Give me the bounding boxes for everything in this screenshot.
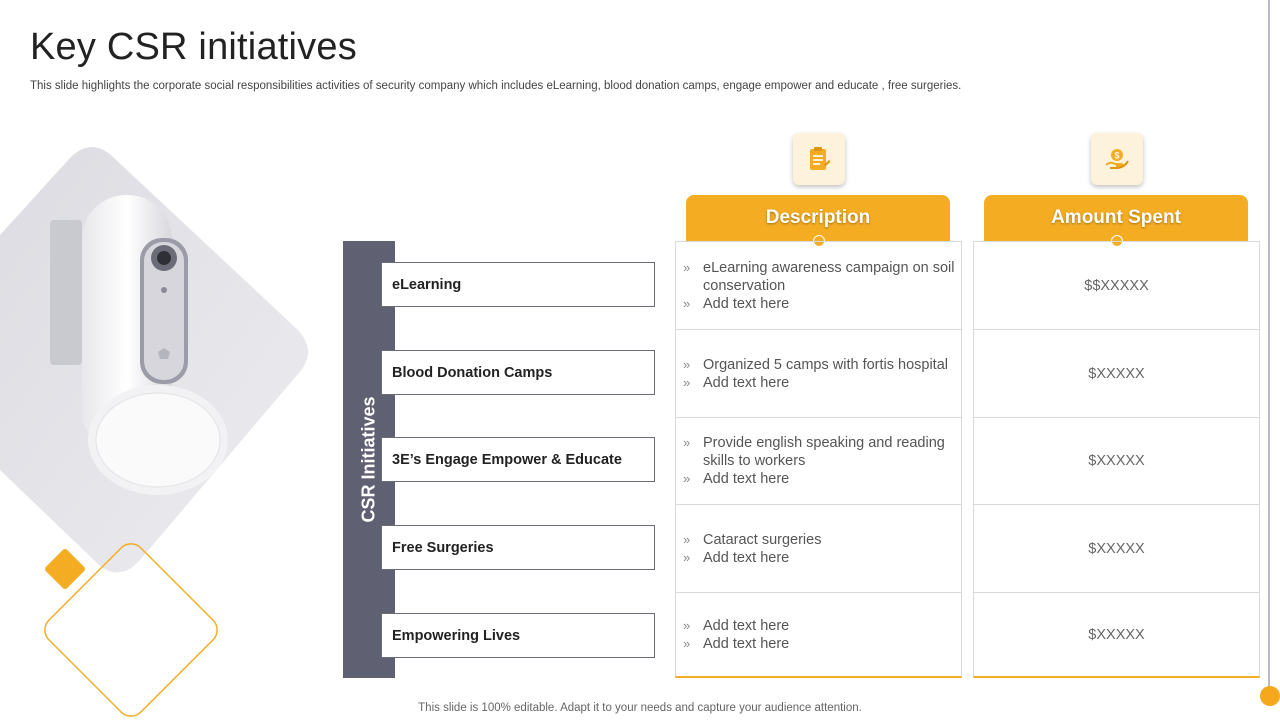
amount-cell: $$XXXXX: [974, 242, 1259, 330]
amount-column: [973, 241, 1260, 678]
footer-note: This slide is 100% editable. Adapt it to your needs and capture your audience attention.: [418, 702, 862, 714]
bullet-item: » Cataract surgeries: [683, 531, 822, 548]
bullet-item: » Add text here: [683, 636, 790, 652]
description-cell: [676, 593, 961, 677]
page-title: Key CSR initiatives: [30, 26, 357, 68]
amount-cell: $XXXXX: [974, 505, 1259, 593]
description-cell: [676, 330, 961, 418]
bullet-item: » Add text here: [683, 295, 790, 312]
description-cell: [676, 418, 961, 505]
description-cell: [676, 505, 961, 593]
description-header: Description: [686, 195, 950, 241]
csr-band-label: CSR Initiatives: [358, 396, 379, 523]
initiative-box: 3E’s Engage Empower & Educate: [381, 437, 655, 482]
bullet-item: » Add text here: [683, 374, 790, 391]
bullet-item: » Add text here: [683, 549, 790, 566]
description-cell: [676, 242, 961, 330]
security-camera-image: [0, 0, 330, 720]
svg-text:$: $: [1114, 150, 1120, 161]
bullet-item: » Provide english speaking and reading skills to workers: [683, 435, 945, 469]
amount-cell: $XXXXX: [974, 330, 1259, 418]
bullet-item: » Add text here: [683, 618, 790, 634]
hand-coin-icon: [1091, 133, 1143, 185]
amount-cell: $XXXXX: [974, 418, 1259, 505]
initiative-box: Free Surgeries: [381, 525, 655, 570]
bullet-item: » Add text here: [683, 471, 790, 487]
initiative-box: Blood Donation Camps: [381, 350, 655, 395]
bullet-item: » eLearning awareness campaign on soil conservation: [683, 259, 955, 294]
amount-header: Amount Spent: [984, 195, 1248, 241]
initiative-box: Empowering Lives: [381, 613, 655, 658]
amount-cell: $XXXXX: [1088, 627, 1145, 643]
right-divider: [1268, 0, 1270, 690]
description-column: [675, 241, 962, 678]
page-subtitle: This slide highlights the corporate social responsibilities activities of security company which includes eLearning, blood donation camps, engage empower and educate , free surgeries.: [30, 80, 962, 92]
clipboard-icon: [793, 133, 845, 185]
initiative-box: eLearning: [381, 262, 655, 307]
bullet-item: » Organized 5 camps with fortis hospital: [683, 356, 948, 373]
